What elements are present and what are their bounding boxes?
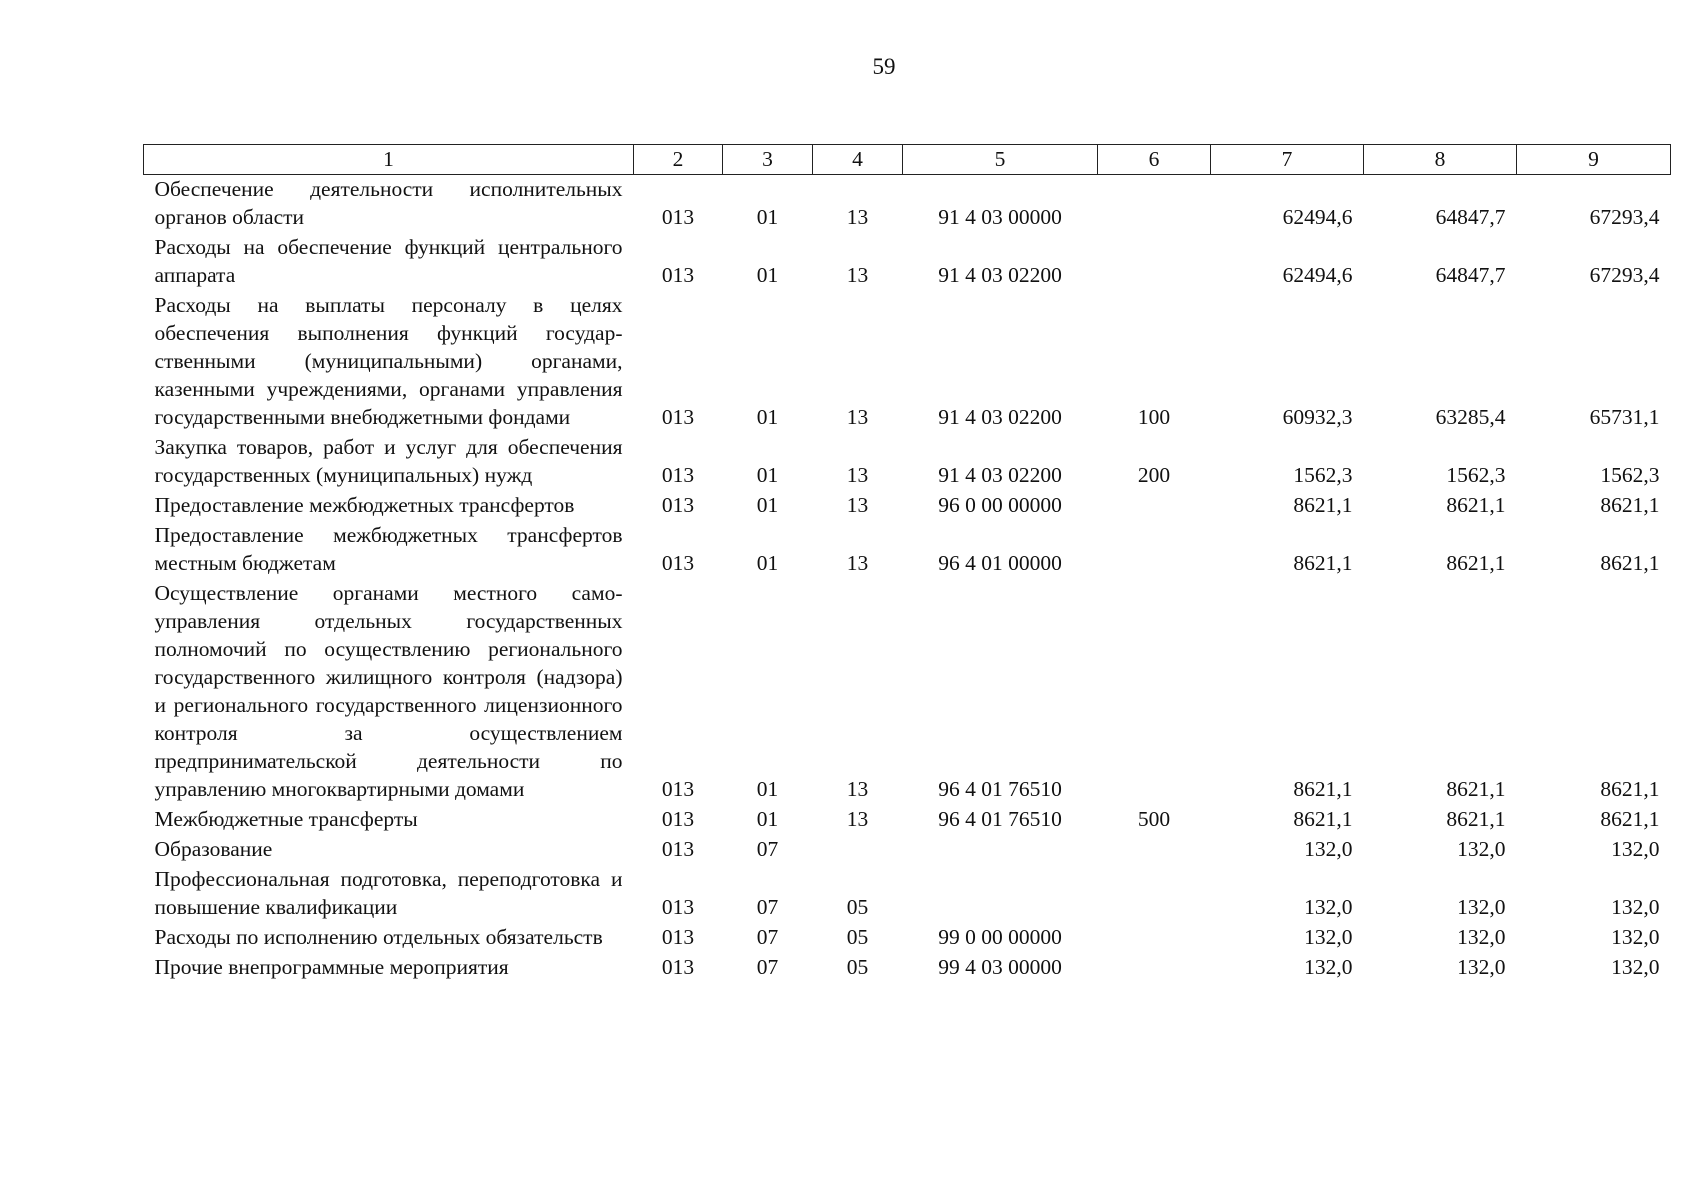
row-col-4-cell: 13: [846, 463, 869, 487]
row-col-2-cell: 013: [661, 551, 695, 575]
row-col-7-cell: 62494,6: [1282, 263, 1353, 287]
row-name-cell: Расходы на обеспечение функций центрального аппарата: [154, 235, 623, 287]
row-col-9-cell: 132,0: [1611, 837, 1660, 861]
row-col-5-cell: 91 4 03 02200: [938, 263, 1062, 287]
row-col-7-cell: 8621,1: [1293, 493, 1353, 517]
row-col-3-cell: 01: [756, 263, 779, 287]
header-col-3: 3: [723, 145, 813, 175]
row-name-cell: Прочие внепрограммные мероприятия: [154, 955, 509, 979]
row-col-7-cell: 8621,1: [1293, 807, 1353, 831]
row-col-7-cell: 60932,3: [1282, 405, 1353, 429]
row-col-8-cell: 64847,7: [1435, 263, 1506, 287]
row-col-4-cell: 13: [846, 405, 869, 429]
row-col-3-cell: 07: [756, 837, 779, 861]
table-row: [144, 489, 1671, 519]
table-row: [144, 833, 1671, 863]
row-col-6-cell: 200: [1137, 463, 1171, 487]
row-col-3-cell: 01: [756, 463, 779, 487]
row-col-7-cell: 132,0: [1304, 837, 1353, 861]
row-col-3-cell: 07: [756, 895, 779, 919]
header-col-4: 4: [813, 145, 903, 175]
row-col-5-cell: [903, 833, 1098, 863]
table-row: [144, 577, 1671, 803]
row-col-8-cell: 63285,4: [1435, 405, 1506, 429]
row-col-5-cell: 96 4 01 76510: [938, 777, 1062, 801]
row-col-9-cell: 67293,4: [1589, 263, 1660, 287]
row-col-9-cell: 65731,1: [1589, 405, 1660, 429]
row-col-5-cell: 99 4 03 00000: [938, 955, 1062, 979]
row-col-2-cell: 013: [661, 405, 695, 429]
header-col-9: 9: [1517, 145, 1671, 175]
row-col-5-cell: 96 0 00 00000: [938, 493, 1062, 517]
row-col-3-cell: 01: [756, 405, 779, 429]
row-col-6-cell: [1098, 863, 1211, 921]
table-row: [144, 175, 1671, 232]
table-row: [144, 431, 1671, 489]
row-col-6-cell: [1098, 577, 1211, 803]
row-name-cell: Обеспечение деятельности исполнительных органов области: [154, 177, 623, 229]
row-name-cell: Профессиональная подготовка, переподготовка и повышение квалификации: [154, 867, 623, 919]
row-col-3-cell: 01: [756, 551, 779, 575]
row-col-4-cell: 05: [846, 925, 869, 949]
table-row: [144, 803, 1671, 833]
row-col-4-cell: 05: [846, 895, 869, 919]
header-col-5: 5: [903, 145, 1098, 175]
row-col-6-cell: [1098, 519, 1211, 577]
row-col-2-cell: 013: [661, 925, 695, 949]
row-col-4-cell: 13: [846, 777, 869, 801]
row-col-4-cell: [813, 833, 903, 863]
header-col-7: 7: [1211, 145, 1364, 175]
header-col-2: 2: [634, 145, 723, 175]
row-col-5-cell: 96 4 01 76510: [938, 807, 1062, 831]
row-name-cell: Межбюджетные трансферты: [154, 807, 418, 831]
row-name-cell: Расходы по исполнению отдельных обязательств: [154, 925, 603, 949]
row-col-2-cell: 013: [661, 955, 695, 979]
row-col-3-cell: 01: [756, 205, 779, 229]
row-col-5-cell: 91 4 03 00000: [938, 205, 1062, 229]
row-col-6-cell: [1098, 921, 1211, 951]
table-row: [144, 921, 1671, 951]
row-col-8-cell: 8621,1: [1446, 551, 1506, 575]
row-col-4-cell: 05: [846, 955, 869, 979]
row-col-5-cell: 96 4 01 00000: [938, 551, 1062, 575]
table-row: [144, 863, 1671, 921]
budget-table: [143, 144, 1671, 981]
row-col-3-cell: 07: [756, 925, 779, 949]
header-col-6: 6: [1098, 145, 1211, 175]
row-name-cell: Предоставление межбюджетных трансфертов местным бюджетам: [154, 523, 623, 575]
row-col-6-cell: [1098, 951, 1211, 981]
row-name-cell: Предоставление межбюджетных трансфертов: [154, 493, 575, 517]
row-col-7-cell: 8621,1: [1293, 777, 1353, 801]
row-col-3-cell: 07: [756, 955, 779, 979]
header-row: [144, 145, 1671, 175]
row-col-8-cell: 8621,1: [1446, 493, 1506, 517]
row-col-6-cell: [1098, 489, 1211, 519]
row-col-9-cell: 132,0: [1611, 895, 1660, 919]
row-col-6-cell: [1098, 833, 1211, 863]
row-col-8-cell: 132,0: [1457, 837, 1506, 861]
row-col-8-cell: 64847,7: [1435, 205, 1506, 229]
row-col-9-cell: 8621,1: [1600, 807, 1660, 831]
row-col-9-cell: 1562,3: [1600, 463, 1660, 487]
page-number: 59: [872, 54, 896, 79]
row-col-4-cell: 13: [846, 205, 869, 229]
row-col-7-cell: 132,0: [1304, 925, 1353, 949]
row-col-2-cell: 013: [661, 263, 695, 287]
row-col-6-cell: 100: [1137, 405, 1171, 429]
row-col-2-cell: 013: [661, 837, 695, 861]
row-col-2-cell: 013: [661, 895, 695, 919]
row-col-9-cell: 132,0: [1611, 955, 1660, 979]
row-col-6-cell: [1098, 175, 1211, 232]
row-col-5-cell: 99 0 00 00000: [938, 925, 1062, 949]
header-col-8: 8: [1364, 145, 1517, 175]
row-col-4-cell: 13: [846, 551, 869, 575]
row-col-8-cell: 8621,1: [1446, 777, 1506, 801]
row-col-6-cell: [1098, 231, 1211, 289]
table-row: [144, 231, 1671, 289]
row-col-7-cell: 62494,6: [1282, 205, 1353, 229]
table-row: [144, 951, 1671, 981]
table-header: [144, 145, 1671, 175]
row-col-2-cell: 013: [661, 777, 695, 801]
row-col-7-cell: 132,0: [1304, 895, 1353, 919]
row-col-5-cell: 91 4 03 02200: [938, 463, 1062, 487]
row-col-2-cell: 013: [661, 493, 695, 517]
table-row: [144, 519, 1671, 577]
row-name-cell: Закупка товаров, работ и услуг для обеспечения государственных (муниципальных) нужд: [154, 435, 623, 487]
row-col-5-cell: 91 4 03 02200: [938, 405, 1062, 429]
row-col-9-cell: 8621,1: [1600, 551, 1660, 575]
row-col-8-cell: 1562,3: [1446, 463, 1506, 487]
row-name-cell: Расходы на выплаты персоналу в целях обеспечения выполнения функций государственными (муниципальными) органами, казенными учреждениями, органами управления государственными внебюджетными фондами: [154, 293, 623, 429]
row-col-7-cell: 1562,3: [1293, 463, 1353, 487]
row-col-4-cell: 13: [846, 263, 869, 287]
row-name-cell: Осуществление органами местного самоуправления отдельных государственных полномочий по осуществлению регионального государственного жилищного контроля (надзора) и регионального государственного лицензионного контроля за осуществлением предпринимательской деятельности по управлению многоквартирными домами: [154, 581, 623, 801]
row-col-7-cell: 132,0: [1304, 955, 1353, 979]
row-col-8-cell: 132,0: [1457, 955, 1506, 979]
row-col-8-cell: 8621,1: [1446, 807, 1506, 831]
row-col-9-cell: 8621,1: [1600, 493, 1660, 517]
row-col-8-cell: 132,0: [1457, 925, 1506, 949]
table-body: [144, 175, 1671, 982]
row-col-3-cell: 01: [756, 807, 779, 831]
row-col-8-cell: 132,0: [1457, 895, 1506, 919]
row-col-9-cell: 8621,1: [1600, 777, 1660, 801]
row-col-9-cell: 67293,4: [1589, 205, 1660, 229]
row-col-3-cell: 01: [756, 493, 779, 517]
row-col-2-cell: 013: [661, 463, 695, 487]
row-col-2-cell: 013: [661, 807, 695, 831]
row-col-2-cell: 013: [661, 205, 695, 229]
row-col-4-cell: 13: [846, 493, 869, 517]
row-col-6-cell: 500: [1137, 807, 1171, 831]
row-col-4-cell: 13: [846, 807, 869, 831]
row-col-3-cell: 01: [756, 777, 779, 801]
row-col-5-cell: [903, 863, 1098, 921]
row-name-cell: Образование: [154, 837, 273, 861]
header-col-1: 1: [144, 145, 634, 175]
table-row: [144, 289, 1671, 431]
row-col-9-cell: 132,0: [1611, 925, 1660, 949]
row-col-7-cell: 8621,1: [1293, 551, 1353, 575]
